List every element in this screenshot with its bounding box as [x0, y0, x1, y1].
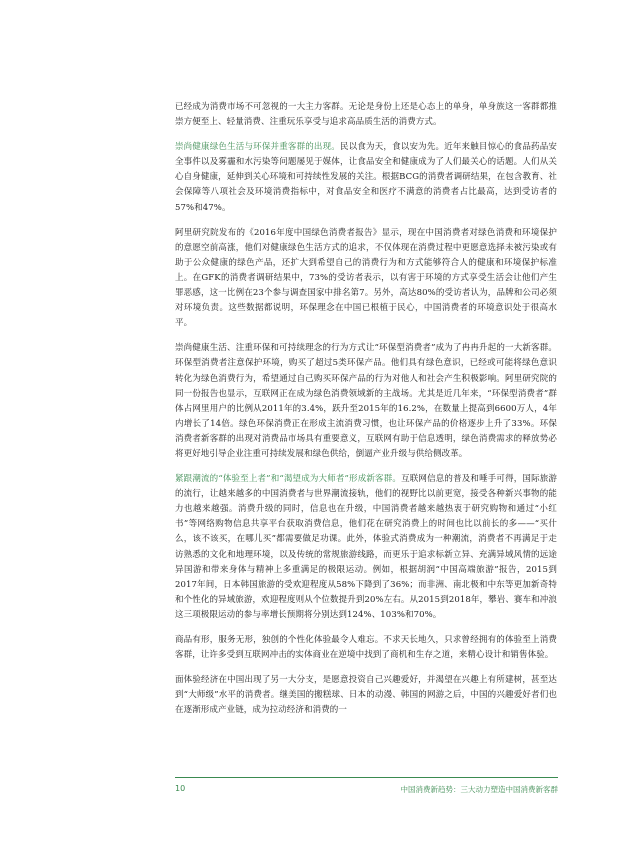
section-heading-green-health: 崇尚健康绿色生活与环保并重客群的出现。 — [175, 142, 340, 153]
paragraph-green-health: 崇尚健康绿色生活与环保并重客群的出现。民以食为天，食以安为先。近年来触目惊心的食品药品安全事件以及雾霾和水污染等问题屡见于媒体，让食品安全和健康成为了人们最关心的话题。人们从关心自身健康，延伸到关心环境和可持续性发展的关注。根据BCG的消费者调研结果，在包含教育、社会保障等八项社会及环境消费指标中，对食品安全和医疗不满意的消费者占比最高，达到受访者的57%和47%。 — [175, 142, 557, 213]
paragraph-master-hobbyists: 面体验经济在中国出现了另一大分支，是愿意投资自己兴趣爱好，并渴望在兴趣上有所建树，甚至达到“大师级”水平的消费者。继美国的搬糕球、日本的动漫、韩国的网游之后，中国的兴趣爱好者们也在逐渐形成产业链，成为拉动经济和消费的一 — [175, 675, 557, 716]
footer-divider — [175, 777, 558, 778]
running-title: 中国消费新趋势：三大动力塑造中国消费新客群 — [400, 785, 558, 794]
paragraph-eco-consumers: 崇尚健康生活、注重环保和可持续理念的行为方式让“环保型消费者”成为了冉冉升起的一大新客群。环保型消费者注意保护环境，购买了超过5类环保产品。他们具有绿色意识，已经或可能将绿色意识转化为绿色消费行为，希望通过自己购买环保产品的行为对他人和社会产生积极影响。阿里研究院的同一份报告也显示，互联网正在成为绿色消费领域新的主战场。尤其是近几年来，“环保型消费者”群体占网里用户的比例从2011年的3.4%，跃升至2015年的16.2%，在数量上提高到6600万人，4年内增长了14倍。绿色环保消费正在形成主流消费习惯，也让环保产品的价格逐步上升了33%。环保消费者新客群的出现对消费品市场具有重要意义，互联网有助于信息透明，绿色消费需求的释放势必将更好地引导企业注重可持续发展和绿色供给，倒逼产业升级与供给侧改革。 — [175, 343, 557, 459]
paragraph-single-consumers: 已经成为消费市场不可忽视的一大主力客群。无论是身份上还是心态上的单身，单身族这一客群都推崇方便至上、轻量消费、注重玩乐享受与追求高品质生活的消费方式。 — [175, 102, 557, 128]
paragraph-alibaba-report: 阿里研究院发布的《2016年度中国绿色消费者报告》显示，现在中国消费者对绿色消费和环境保护的意愿空前高涨，他们对健康绿色生活方式的追求，不仅体现在消费过程中更愿意选择未被污染或有助于公众健康的绿色产品，还扩大到希望自己的消费行为和方式能够符合人的健康和环境保护标准上。在GFK的消费者调研结果中，73%的受访者表示，以有害于环境的方式享受生活会让他们产生罪恶感，这一比例在23个参与调查国家中排名第7。另外，高达80%的受访者认为，品牌和公司必须对环境负责。这些数据都说明，环保理念在中国已根植于民心，中国消费者的环境意识处于很高水平。 — [175, 227, 557, 329]
paragraph-experience-economy: 商品有形，服务无形，独创的个性化体验最令人难忘。不求天长地久，只求曾经拥有的体验至上消费客群，让许多受到互联网冲击的实体商业在逆境中找到了商机和生存之道，来精心设计和销售体验。 — [175, 635, 557, 661]
paragraph-experience-seekers: 紧跟潮流的“体验至上者”和“渴望成为大师者”形成新客群。互联网信息的普及和唾手可得，国际旅游的流行，让越来越多的中国消费者与世界潮流接轨，他们的视野比以前更宽，接受各种新兴事物的能力也越来越强。消费升级的同时，信息也在升级，中国消费者越来越热衷于研究购物和通过“小红书”等网络购物信息共享平台获取消费信息，他们花在研究消费上的时间也比以前长的多——“买什么，该不该买，在哪儿买”都需要做足功课。此外，体验式消费成为一种潮流，消费者不再满足于走访熟悉的文化和地理环境，以及传统的常规旅游线路，而更乐于追求标新立异、充满异域风情的远途异国游和带来身体与精神上多重满足的极限运动。例如，根据胡润“中国高端旅游”报告，2015到2017年间，日本韩国旅游的受欢迎程度从58%下降到了36%；而非洲、南北极和中东等更加新奇特和个性化的异域旅游，欢迎程度则从个位数提升到20%左右。从2015到2018年，攀岩、赛车和冲浪这三项极限运动的参与率增长预期将分别达到124%、103%和70%。 — [175, 474, 557, 620]
document-body — [175, 100, 557, 728]
page-number: 10 — [175, 784, 186, 793]
section-heading-experience: 紧跟潮流的“体验至上者”和“渴望成为大师者”形成新客群。 — [175, 474, 402, 485]
